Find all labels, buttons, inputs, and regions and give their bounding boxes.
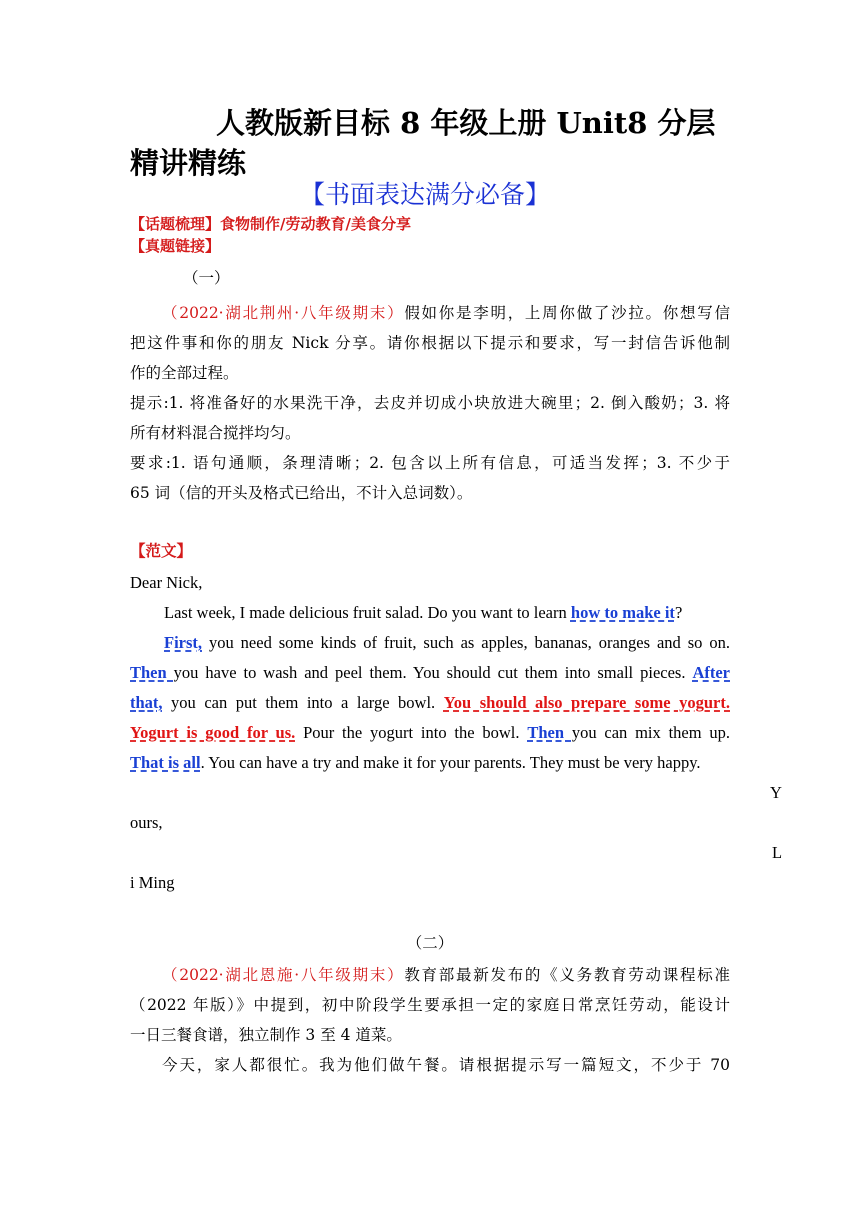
part2-intro <box>130 960 730 1080</box>
exam-link-heading: 【真题链接】 <box>130 237 221 255</box>
sample-essay-label: 【范文】 <box>130 542 193 560</box>
part2-source: （2022·湖北恩施·八年级期末） <box>162 966 405 984</box>
letter-line1-a: Last week, I made delicious fruit salad. Do you want to learn <box>164 603 571 622</box>
highlight-how-to-make-it: how to make it <box>570 603 675 622</box>
highlight-that: that, <box>130 693 163 712</box>
part2-number: （二） <box>406 934 454 952</box>
part2-intro-line1: 教育部最新发布的《义务教育劳动课程标准 <box>404 966 730 984</box>
part2-intro-line2: （2022 年版）》中提到，初中阶段学生要承担一定的家庭日常烹饪劳动，能设计 <box>130 996 730 1014</box>
part2-intro-line3: 一日三餐食谱，独立制作 3 至 4 道菜。 <box>130 1026 402 1044</box>
closing-i-ming: i Ming <box>130 873 175 892</box>
highlight-first: First, <box>164 633 203 652</box>
letter-line4-b: you can put them into a large bowl. <box>162 693 444 712</box>
letter-line6-b: . You can have a try and make it for your parents. They must be very happy. <box>200 753 701 772</box>
highlight-after: After <box>692 663 730 682</box>
part1-prompt-line1: 假如你是李明，上周你做了沙拉。你想写信 <box>404 304 730 322</box>
letter-line5-d: you can mix them up. <box>571 723 730 742</box>
document-title: 人教版新目标 8 年级上册 Unit8 分层精讲精练 <box>130 106 716 180</box>
letter-greeting: Dear Nick, <box>130 573 203 592</box>
part1-prompt-line3: 作的全部过程。 <box>130 364 239 382</box>
part1-requirement-line1: 要求:1. 语句通顺，条理清晰；2. 包含以上所有信息，可适当发挥；3. 不少于 <box>130 454 730 472</box>
letter-line5-b: Pour the yogurt into the bowl. <box>295 723 528 742</box>
letter-line2-b: you need some kinds of fruit, such as apples, bananas, oranges and so on. <box>202 633 730 652</box>
part1-prompt-line2: 把这件事和你的朋友 Nick 分享。请你根据以下提示和要求，写一封信告诉他制 <box>130 334 730 352</box>
part1-number: （一） <box>183 269 230 287</box>
section-banner: 【书面表达满分必备】 <box>300 180 551 209</box>
part1-hint-line2: 所有材料混合搅拌均匀。 <box>130 424 301 442</box>
highlight-that-is-all: That is all <box>130 753 201 772</box>
letter-body <box>130 568 730 778</box>
letter-line1-c: ? <box>674 603 683 622</box>
closing-y: Y <box>770 783 782 802</box>
part1-hint-line1: 提示:1. 将准备好的水果洗干净，去皮并切成小块放进大碗里；2. 倒入酸奶；3. 将 <box>130 394 730 412</box>
highlight-then-1: Then <box>130 663 174 682</box>
letter-line3-b: you have to wash and peel them. You should cut them into small pieces. <box>173 663 693 682</box>
topic-summary: 【话题梳理】食物制作/劳动教育/美食分享 <box>130 215 411 233</box>
part1-source: （2022·湖北荆州·八年级期末） <box>162 304 405 322</box>
highlight-yogurt-good: Yogurt is good for us. <box>130 723 296 742</box>
part1-requirement-line2: 65 词（信的开头及格式已给出，不计入总词数）。 <box>130 484 473 502</box>
closing-l: L <box>772 843 783 862</box>
closing-ours: ours, <box>130 813 163 832</box>
highlight-then-2: Then <box>527 723 572 742</box>
part2-task-line1: 今天，家人都很忙。我为他们做午餐。请根据提示写一篇短文，不少于 70 <box>162 1056 730 1074</box>
highlight-prepare-yogurt: You should also prepare some yogurt. <box>443 693 730 712</box>
part1-prompt <box>130 298 730 508</box>
